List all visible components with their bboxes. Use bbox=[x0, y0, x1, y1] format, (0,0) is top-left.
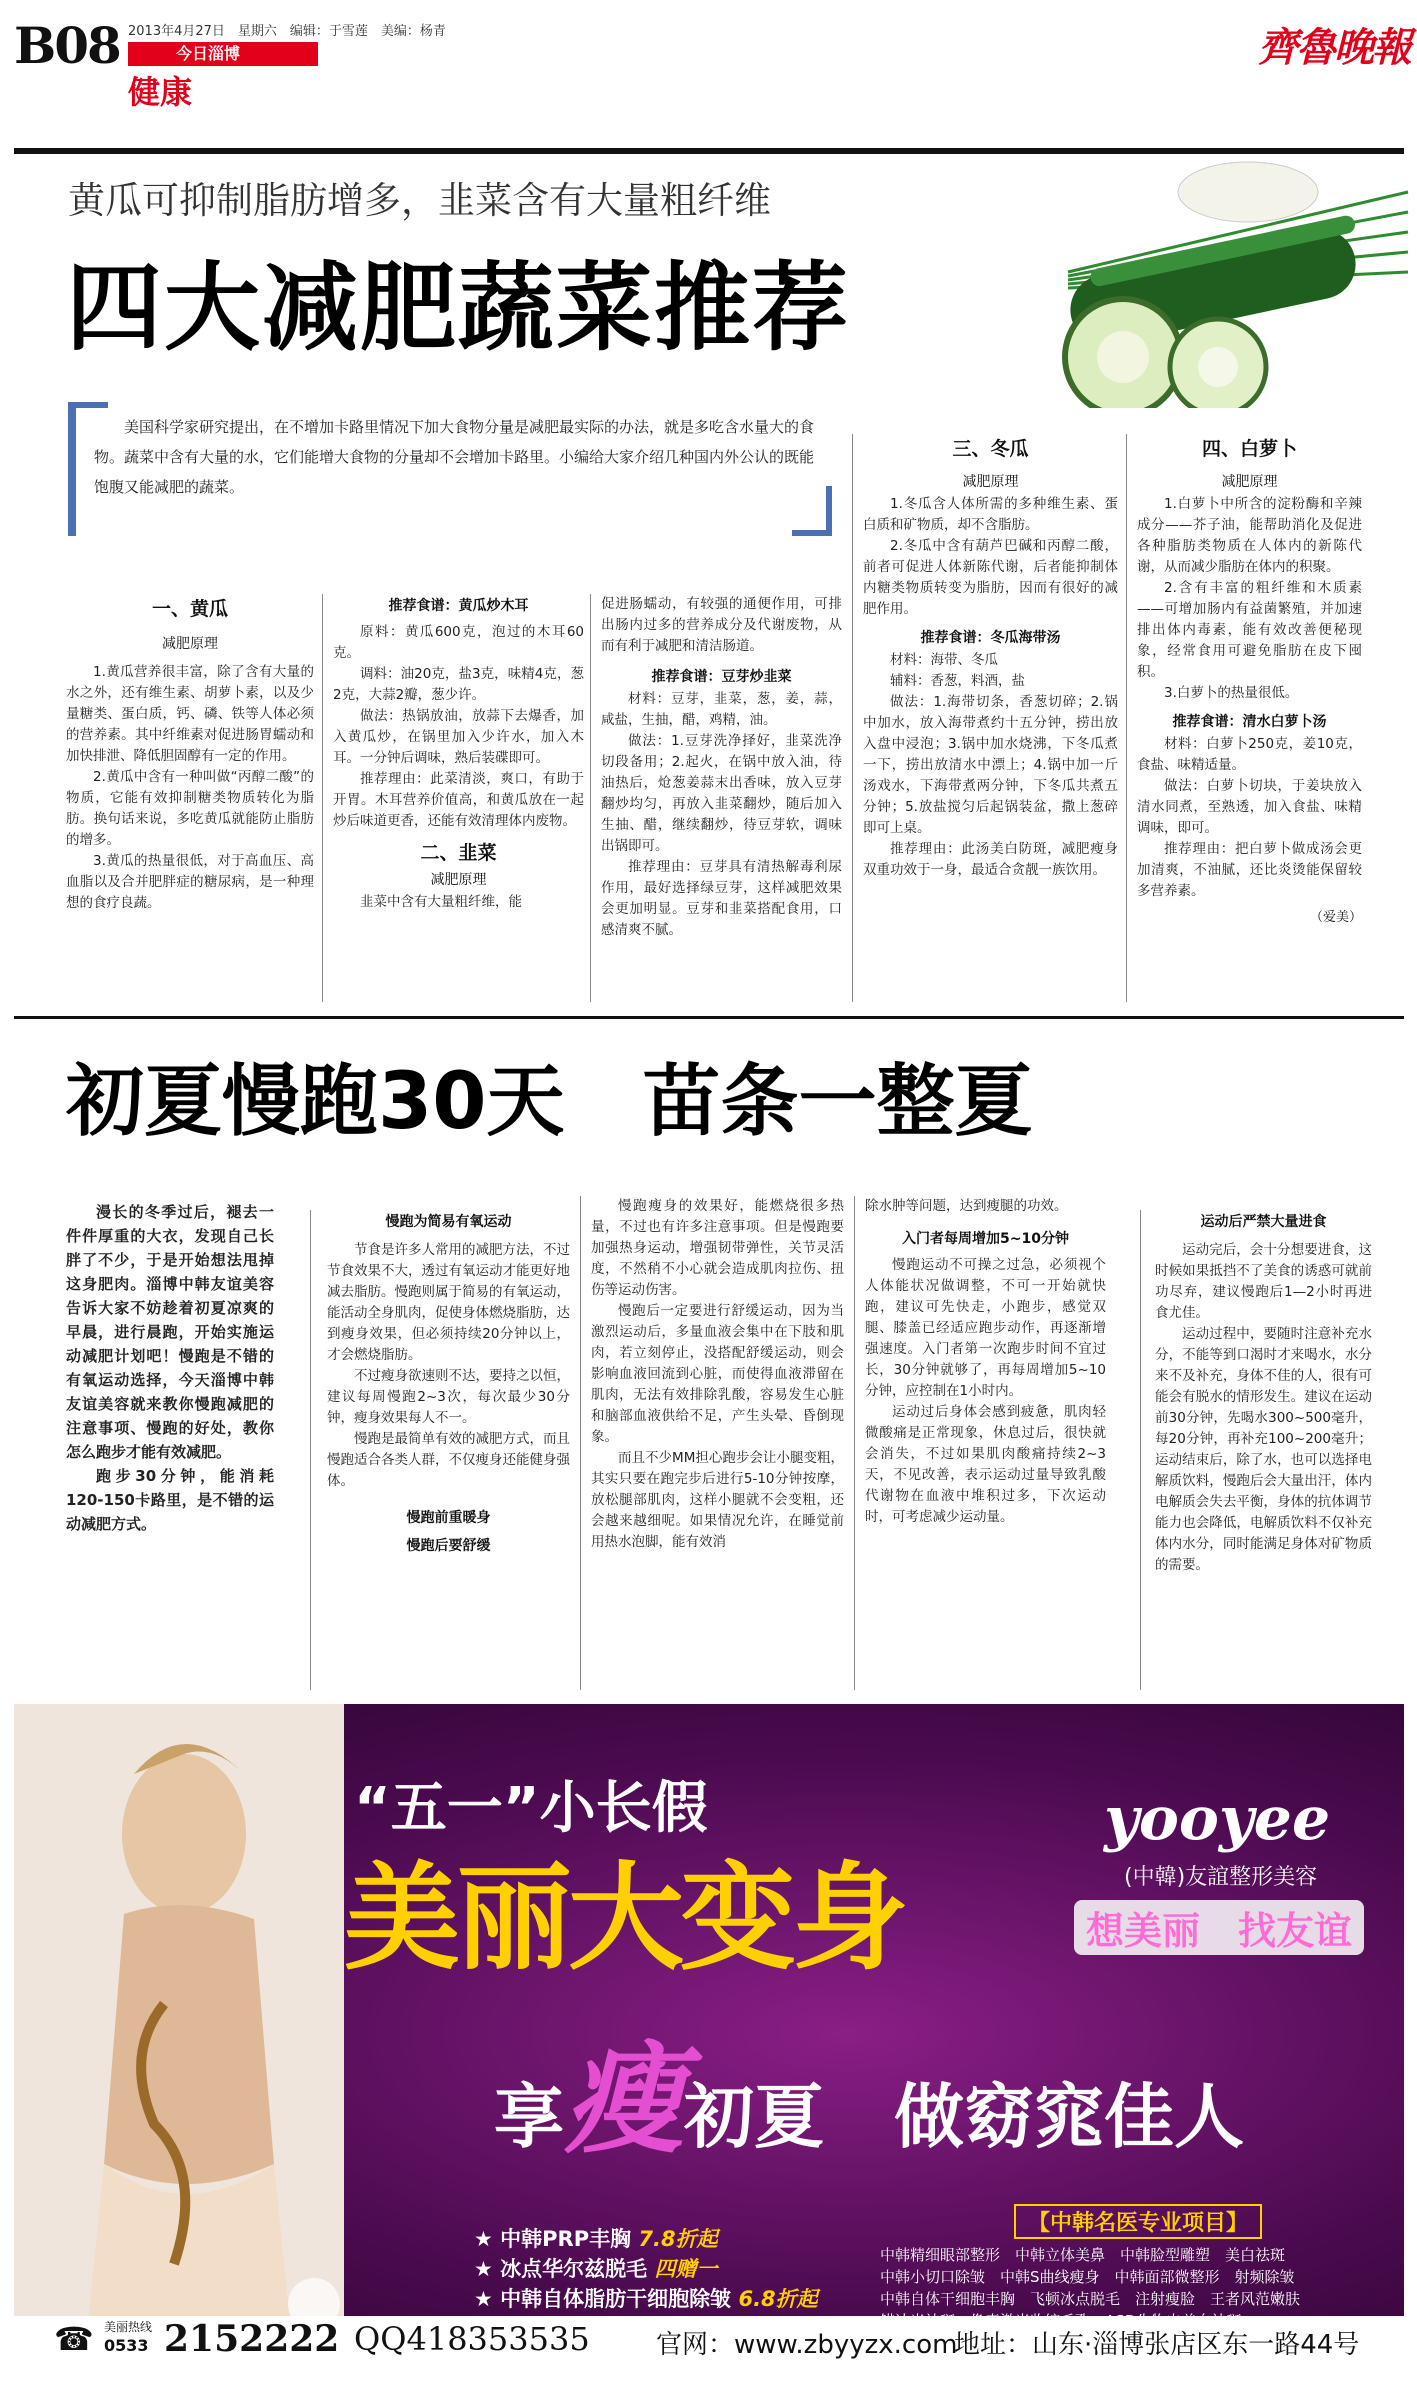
paragraph: 做法：热锅放油，放蒜下去爆香，加入黄瓜炒，在锅里加入少许水，加入木耳。一分钟后调味，熟后装碟即可。 bbox=[333, 708, 584, 766]
a2-col2 bbox=[310, 1210, 570, 1690]
vegetables-image bbox=[1028, 152, 1412, 408]
paragraph: 慢跑是最简单有效的减肥方式，而且慢跑适合各类人群，不仅瘦身还能健身强体。 bbox=[327, 1431, 570, 1489]
a2-col3 bbox=[580, 1196, 844, 1690]
paragraph: 推荐理由：把白萝卜做成汤会更加清爽，不油腻，还比炎烫能保留较多营养素。 bbox=[1137, 841, 1362, 899]
subheading: 入门者每周增加5~10分钟 bbox=[902, 1231, 1069, 1247]
promo-item: ★ 冰点华尔兹脱毛 四赠一 bbox=[474, 2257, 718, 2281]
issue-meta: 2013年4月27日 星期六 编辑：于雪莲 美编：杨青 bbox=[128, 24, 446, 39]
paragraph: 推荐理由：此菜清淡，爽口，有助于开胃。木耳营养价值高，和黄瓜放在一起炒后味道更香，还能有效清理体内废物。 bbox=[333, 771, 584, 829]
paragraph: 辅料：香葱，料酒，盐 bbox=[890, 673, 1025, 689]
a1-col2 bbox=[322, 594, 584, 1002]
brand-slogan: 想美丽 找友谊 bbox=[1074, 1900, 1364, 1955]
section-tag: 今日淄博 bbox=[128, 42, 318, 66]
paragraph: 原料：黄瓜600克，泡过的木耳60克。 bbox=[333, 624, 584, 661]
lead-paragraph: 美国科学家研究提出，在不增加卡路里情况下加大食物分量是减肥最实际的办法，就是多吃含水量大的食物。蔬菜中含有大量的水，它们能增大食物的分量却不会增加卡路里。小编给大家介绍几种国内外公认的既能饱腹又能减肥的蔬菜。 bbox=[94, 418, 815, 496]
subheading: 慢跑前重暖身 bbox=[406, 1510, 491, 1526]
author-credit: （爱美） bbox=[1309, 910, 1362, 925]
a1-col1 bbox=[66, 594, 314, 914]
a2-col5 bbox=[1140, 1210, 1372, 1690]
promo-item: ★ 中韩自体脂肪干细胞除皱 6.8折起 bbox=[474, 2287, 818, 2311]
phone-icon: ☎ bbox=[54, 2320, 94, 2358]
project-line: 中韩自体干细胞丰胸 飞顿冰点脱毛 注射瘦脸 王者风范嫩肤 bbox=[880, 2290, 1301, 2308]
ad-line3-a: 享 bbox=[494, 2076, 564, 2158]
subheading: 减肥原理 bbox=[1221, 474, 1278, 490]
heading-radish: 四、白萝卜 bbox=[1201, 438, 1297, 460]
paragraph: 慢跑瘦身的效果好，能燃烧很多热量，不过也有许多注意事项。但是慢跑要加强热身运动，增强韧带弹性，关节灵活度，不然稍不小心就会造成肌肉拉伤、扭伤等运动伤害。 bbox=[591, 1198, 844, 1298]
model-image bbox=[14, 1704, 344, 2362]
subheading: 减肥原理 bbox=[962, 474, 1019, 490]
article-divider bbox=[14, 1016, 1404, 1019]
paragraph: 而且不少MM担心跑步会让小腿变粗，其实只要在跑完步后进行5-10分钟按摩，放松腿部肌肉，这样小腿就不会变粗，还会越来越细呢。如果情况允许，在睡觉前用热水泡脚，能有效消 bbox=[591, 1450, 844, 1550]
paragraph: 1.黄瓜营养很丰富，除了含有大量的水之外，还有维生素、胡萝卜素，以及少量糖类、蛋白质，钙、磷、铁等人体必须的营养素。其中纤维素对促进肠胃蠕动和加快排泄、降低胆固醇有一定的作用。 bbox=[66, 664, 314, 764]
article1-kicker: 黄瓜可抑制脂肪增多，韭菜含有大量粗纤维 bbox=[68, 179, 771, 222]
paragraph: 做法：1.豆芽洗净择好，韭菜洗净切段备用；2.起火，在锅中放入油，待油热后，炝葱姜蒜末出香味，放入豆芽翻炒均匀，再放入韭菜翻炒，随后加入生抽、醋，继续翻炒，待豆芽软，调味出锅即可。 bbox=[601, 733, 842, 854]
ad-line3-c: 初夏 做窈窕佳人 bbox=[684, 2076, 1244, 2158]
recipe-title: 推荐食谱：豆芽炒韭菜 bbox=[651, 669, 792, 685]
paragraph: 调料：油20克，盐3克，味精4克，葱2克，大蒜2瓣，葱少许。 bbox=[333, 666, 584, 703]
paragraph: 慢跑运动不可操之过急，必须视个人体能状况做调整，不可一开始就快跑，建议可先快走，小跑步，感觉双腿、膝盖已经适应跑步动作，再逐渐增强速度。入门者第一次跑步时间不宜过长，30分钟就够了，再每周增加5~10分钟，应控制在1小时内。 bbox=[865, 1257, 1106, 1399]
subheading: 运动后严禁大量进食 bbox=[1200, 1214, 1327, 1230]
paragraph: 1.冬瓜含人体所需的多种维生素、蛋白质和矿物质，却不含脂肪。 bbox=[863, 496, 1118, 533]
phone-number[interactable]: 2152222 bbox=[164, 2318, 340, 2360]
a1-col4 bbox=[852, 434, 1118, 1002]
ad-line2: 美丽大变身 bbox=[344, 1851, 904, 1986]
subheading: 减肥原理 bbox=[430, 872, 487, 888]
radish-icon bbox=[1178, 162, 1318, 222]
paragraph: 运动过程中，要随时注意补充水分，不能等到口渴时才来喝水，水分来不及补充，身体不佳的人，很有可能会有脱水的情形发生。建议在运动前30分钟，先喝水300~500毫升，每20分钟，再补充100~200毫升；运动结束后，除了水，也可以选择电解质饮料，慢跑后会大量出汗，体内电解质会失去平衡，身体的抗体调节能力也会降低，电解质饮料不仅补充体内水分，同时能满足身体对矿物质的需要。 bbox=[1155, 1326, 1372, 1573]
projects-title: 【中韩名医专业项目】 bbox=[1014, 2204, 1262, 2239]
recipe-title: 推荐食谱：黄瓜炒木耳 bbox=[388, 598, 529, 614]
heading-cucumber: 一、黄瓜 bbox=[151, 598, 228, 620]
subheading: 减肥原理 bbox=[162, 636, 218, 652]
lead-paragraph: 跑步30分钟，能消耗120-150卡路里，是不错的运动减肥方式。 bbox=[66, 1467, 274, 1533]
paragraph: 促进肠蠕动，有较强的通便作用，可排出肠内过多的营养成分及代谢废物，从而有利于减肥和清洁肠道。 bbox=[601, 596, 842, 654]
box-corner-tl bbox=[68, 402, 108, 412]
paragraph: 材料：海带、冬瓜 bbox=[890, 652, 998, 668]
section-title: 健康 bbox=[128, 73, 193, 111]
ad-line1: “五一”小长假 bbox=[354, 1776, 708, 1841]
project-line: 中韩小切口除皱 中韩S曲线瘦身 中韩面部微整形 射频除皱 bbox=[880, 2268, 1295, 2286]
paragraph: 3.黄瓜的热量很低，对于高血压、高血脂以及合并肥胖症的糖尿病，是一种理想的食疗良蔬。 bbox=[66, 853, 314, 911]
paragraph: 材料：豆芽，韭菜，葱，姜，蒜，咸盐，生抽，醋，鸡精，油。 bbox=[601, 691, 842, 728]
lead-paragraph: 漫长的冬季过后，褪去一件件厚重的大衣，发现自己长胖了不少，于是开始想法甩掉这身肥肉。淄博中韩友谊美容告诉大家不妨趁着初夏凉爽的早晨，进行晨跑，开始实施运动减肥计划吧！慢跑是不错的有氧运动选择，今天淄博中韩友谊美容就来教你慢跑减肥的注意事项、慢跑的好处，教你怎么跑步才能有效减肥。 bbox=[66, 1203, 274, 1461]
address: 地址：山东·淄博张店区东一路44号 bbox=[954, 2330, 1360, 2360]
paragraph: 1.白萝卜中所含的淀粉酶和辛辣成分——芥子油，能帮助消化及促进各种脂肪类物质在人体内的新陈代谢，从而减少脂肪在体内的积聚。 bbox=[1137, 496, 1362, 575]
project-line: 中韩精细眼部整形 中韩立体美鼻 中韩脸型雕塑 美白祛斑 bbox=[880, 2246, 1286, 2264]
website[interactable]: 官网：www.zbyyzx.com bbox=[656, 2330, 958, 2360]
hotline-label: 美丽热线 bbox=[104, 2320, 153, 2334]
paragraph: 3.白萝卜的热量很低。 bbox=[1164, 685, 1299, 701]
a2-col4 bbox=[854, 1196, 1106, 1690]
contact-bar bbox=[14, 2316, 1404, 2362]
paragraph: 2.含有丰富的粗纤维和木质素——可增加肠内有益菌繁殖，并加速排出体内毒素，能有效改善便秘现象，经常食用可避免脂肪在皮下囤积。 bbox=[1137, 580, 1362, 680]
paragraph: 除水肿等问题，达到瘦腿的功效。 bbox=[865, 1198, 1068, 1214]
qq-number[interactable]: QQ418353535 bbox=[354, 2320, 590, 2358]
paragraph: 韭菜中含有大量粗纤维，能 bbox=[360, 894, 522, 910]
promo-list bbox=[474, 2224, 818, 2314]
page-number: B08 bbox=[14, 16, 120, 75]
paragraph: 不过瘦身欲速则不达，要持之以恒，建议每周慢跑2~3次，每次最少30分钟，瘦身效果每人不一。 bbox=[327, 1368, 570, 1426]
a1-col3 bbox=[590, 594, 842, 1002]
paragraph: 慢跑后一定要进行舒缓运动，因为当激烈运动后，多量血液会集中在下肢和肌肉，若立刻停止，没搭配舒缓运动，则会影响血液回流到心脏，而使得血液滞留在肌肉，无法有效排除乳酸，容易发生心脏和脑部血液供给不足，产生头晕、昏倒现象。 bbox=[591, 1303, 844, 1445]
a2-col1 bbox=[66, 1200, 274, 1536]
paragraph: 节食是许多人常用的减肥方法，不过节食效果不大，透过有氧运动才能更好地减去脂肪。慢跑则属于简易的有氧运动，能活动全身肌肉，促使身体燃烧脂肪，达到瘦身效果，但必须持续20分钟以上，才会燃烧脂肪。 bbox=[327, 1242, 570, 1363]
ad-line3-b: 瘦 bbox=[564, 2031, 684, 2170]
promo-item: ★ 中韩PRP丰胸 7.8折起 bbox=[474, 2227, 718, 2251]
subheading: 慢跑为简易有氧运动 bbox=[385, 1214, 512, 1230]
heading-winter-melon: 三、冬瓜 bbox=[952, 438, 1029, 460]
paragraph: 推荐理由：此汤美白防斑，减肥瘦身双重功效于一身，最适合贪靓一族饮用。 bbox=[863, 841, 1118, 878]
advertisement[interactable] bbox=[14, 1704, 1404, 2362]
article1-headline: 四大减肥蔬菜推荐 bbox=[66, 252, 850, 364]
paragraph: 做法：1.海带切条，香葱切碎；2.锅中加水，放入海带煮约十五分钟，捞出放入盘中浸泡；3.锅中加水烧沸，下冬瓜煮一下，捞出放清水中漂上；4.锅中加一斤汤戏水，下海带煮两分钟，下冬瓜共煮五分钟；5.放盐搅匀后起锅装盆，撒上葱碎即可上桌。 bbox=[863, 694, 1118, 836]
paragraph: 材料：白萝卜250克，姜10克，食盐、味精适量。 bbox=[1137, 736, 1362, 773]
paragraph: 2.冬瓜中含有葫芦巴碱和丙醇二酸，前者可促进人体新陈代谢，后者能抑制体内糖类物质转变为脂肪，因而有很好的减肥作用。 bbox=[863, 538, 1118, 617]
heading-chives: 二、韭菜 bbox=[420, 842, 497, 864]
area-code: 0533 bbox=[104, 2336, 149, 2355]
recipe-title: 推荐食谱：清水白萝卜汤 bbox=[1172, 714, 1327, 730]
recipe-title: 推荐食谱：冬瓜海带汤 bbox=[920, 630, 1061, 646]
article2-headline: 初夏慢跑30天 苗条一整夏 bbox=[66, 1057, 1033, 1147]
a1-col5 bbox=[1126, 434, 1362, 1002]
masthead-logo: 齊魯晚報 bbox=[1258, 24, 1410, 71]
paragraph: 推荐理由：豆芽具有清热解毒利尿作用，最好选择绿豆芽，这样减肥效果会更加明显。豆芽和韭菜搭配食用，口感清爽不腻。 bbox=[601, 859, 842, 938]
subheading: 慢跑后要舒缓 bbox=[406, 1538, 491, 1554]
lead-box bbox=[68, 402, 832, 536]
ad-line3 bbox=[494, 2004, 1244, 2176]
paragraph: 2.黄瓜中含有一种叫做“丙醇二酸”的物质，它能有效抑制糖类物质转化为脂肪。换句话来说，多吃黄瓜就能防止脂肪的增多。 bbox=[66, 769, 314, 848]
brand-logo: yooyee bbox=[1104, 1784, 1331, 1854]
paragraph: 运动过后身体会感到疲惫，肌肉轻微酸痛是正常现象，休息过后，很快就会消失，不过如果肌肉酸痛持续2~3天，不见改善，表示运动过量导致乳酸代谢物在血液中堆积过多，下次运动时，可考虑减少运动量。 bbox=[865, 1404, 1106, 1525]
brand-subtitle: (中韓)友誼整形美容 bbox=[1124, 1865, 1318, 1890]
paragraph: 运动完后，会十分想要进食，这时候如果抵挡不了美食的诱惑可就前功尽弃，建议慢跑后1—2小时再进食尤佳。 bbox=[1155, 1242, 1372, 1321]
paragraph: 做法：白萝卜切块，于姜块放入清水同煮，至熟透，加入食盐、味精调味，即可。 bbox=[1137, 778, 1362, 836]
